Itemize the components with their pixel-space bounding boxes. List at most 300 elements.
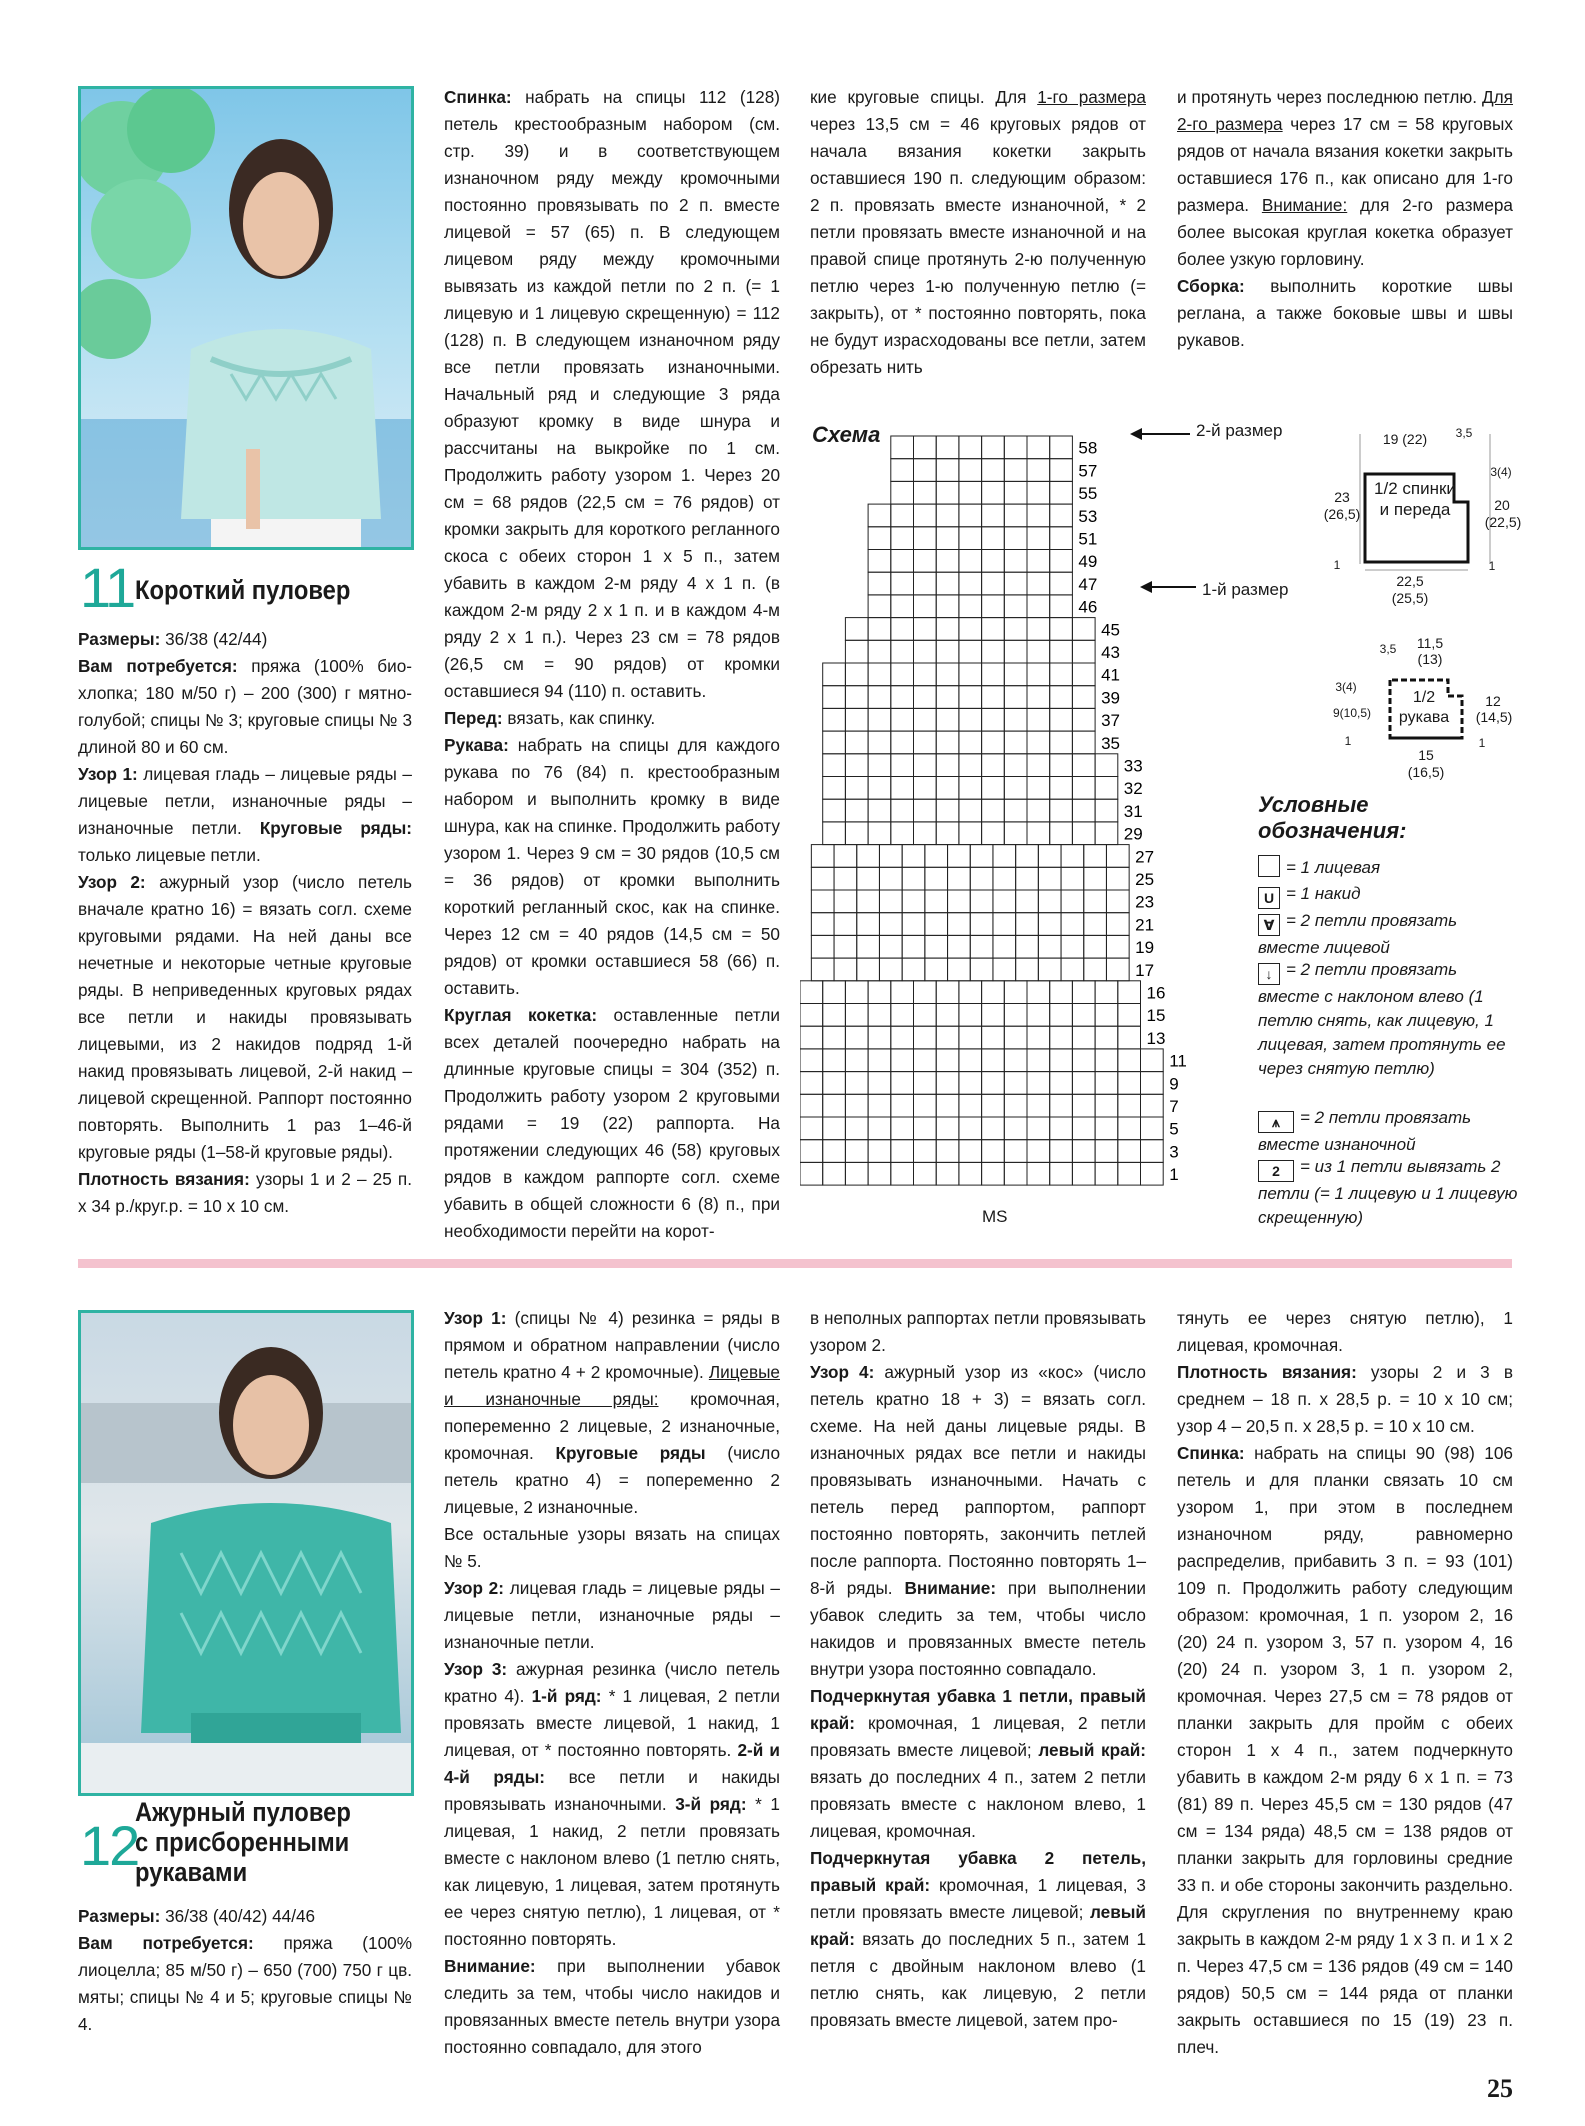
chart-cell (845, 1049, 868, 1072)
section-divider (78, 1259, 1512, 1268)
chart-cell (914, 1026, 937, 1049)
chart-cell (1072, 754, 1095, 777)
chart-cell (891, 640, 914, 663)
chart-cell (1004, 1026, 1027, 1049)
sch1-left-c: 1 (1333, 558, 1341, 572)
ms-label: MS (982, 1207, 1008, 1226)
chart-cell (914, 1072, 937, 1095)
chart-cell (1084, 867, 1107, 890)
chart-cell (1141, 1140, 1164, 1163)
chart-cell (936, 754, 959, 777)
chart-cell (1141, 1117, 1164, 1140)
chart-cell (845, 640, 868, 663)
chart-cell (823, 1162, 846, 1185)
chart-cell (1061, 958, 1084, 981)
chart-cell (1084, 935, 1107, 958)
chart-cell (868, 686, 891, 709)
chart-cell (1027, 527, 1050, 550)
chart-cell (868, 504, 891, 527)
chart-cell (879, 935, 902, 958)
chart-cell (959, 1140, 982, 1163)
chart-cell (982, 1094, 1005, 1117)
chart-cell (982, 822, 1005, 845)
sch1-label: 1/2 спинки и переда (1374, 479, 1456, 519)
chart-cell (891, 1026, 914, 1049)
chart-cell (993, 890, 1016, 913)
chart-cell (1004, 1162, 1027, 1185)
p11-col4: и протянуть через последнюю петлю. Для 2-го размера через 17 см = 58 круговых рядов от начала вязания кокетки закрыть оставшиеся 176 п., как описано для 1-го размера. Внимание: для 2-го размера более высокая круглая кокетка образует более узкую горловину. Сборка: выполнить короткие швы реглана, а также боковые швы и швы рукавов. (1177, 87, 1513, 350)
chart-cell (959, 686, 982, 709)
chart-cell (868, 618, 891, 641)
chart-cell (1027, 459, 1050, 482)
chart-cell (970, 867, 993, 890)
chart-row-number: 1 (1169, 1165, 1179, 1185)
pattern-number-11: 11 (80, 556, 135, 619)
chart-row-number: 32 (1123, 779, 1143, 799)
chart-cell (868, 527, 891, 550)
chart-cell (959, 799, 982, 822)
chart-cell (902, 867, 925, 890)
chart-cell (845, 731, 868, 754)
chart-cell (1004, 731, 1027, 754)
chart-cell (959, 777, 982, 800)
chart-cell (1027, 663, 1050, 686)
p11-c2-yoke: Круглая кокетка: оставленные петли всех деталей поочередно набрать на длинные круговые спицы = 304 (352) п. Продолжить работу узором 2 круговыми рядами = 19 (22) раппорта. На протяжении следующих 46 (58) круговых рядов в каждом раппорте согл. схеме убавить в общей сложности 6 (8) п., при необходимости перейти на корот- (444, 1005, 780, 1241)
chart-cell (868, 1094, 891, 1117)
chart-row-number: 43 (1101, 643, 1121, 662)
chart-cell (845, 686, 868, 709)
chart-row-number: 7 (1169, 1097, 1179, 1116)
chart-cell (1084, 913, 1107, 936)
chart-cell (868, 708, 891, 731)
chart-cell (868, 1140, 891, 1163)
chart-cell (1050, 777, 1073, 800)
chart-cell (948, 958, 971, 981)
sch1-bottom-b: (25,5) (1391, 590, 1429, 606)
chart-cell (982, 572, 1005, 595)
chart-cell (936, 1072, 959, 1095)
chart-cell (800, 1026, 823, 1049)
chart-cell (1027, 1049, 1050, 1072)
chart-cell (1118, 1072, 1141, 1095)
chart-cell (982, 663, 1005, 686)
chart-cell (879, 958, 902, 981)
chart-cell (1095, 754, 1118, 777)
chart-row-number: 41 (1101, 665, 1121, 685)
chart-cell (1095, 777, 1118, 800)
chart-cell (1095, 799, 1118, 822)
chart-cell (936, 481, 959, 504)
pattern-title-11: Короткий пуловер (135, 575, 351, 605)
chart-cell (936, 1140, 959, 1163)
chart-cell (1027, 436, 1050, 459)
chart-cell (914, 618, 937, 641)
chart-cell (914, 981, 937, 1004)
chart-cell (857, 867, 880, 890)
chart-cell (845, 663, 868, 686)
chart-cell (959, 1094, 982, 1117)
p12-c1-materials: Вам потребуется: пряжа (100% лиоцелла; 85 м/50 г) – 650 (700) 750 г цв. мяты; спицы № 4 и 5; круговые спицы № 4. (78, 1933, 412, 2034)
chart-cell (868, 550, 891, 573)
chart-cell (1004, 1094, 1027, 1117)
chart-cell (936, 527, 959, 550)
chart-cell (823, 1004, 846, 1027)
chart-cell (1027, 572, 1050, 595)
chart-cell (914, 504, 937, 527)
sch1-right-top: 3,5 (1455, 426, 1473, 440)
chart-cell (1072, 1162, 1095, 1185)
chart-row-number: 39 (1101, 688, 1121, 708)
pattern-number-12: 12 (80, 1814, 139, 1877)
p12-col2: Узор 1: (спицы № 4) резинка = ряды в прямом и обратном направлении (число петель кратно 4 + 2 кромочные). Лицевые и изнаночные ряды: кромочная, попеременно 2 лицевые, 2 изнаночные, кромочная. Круговые ряды (число петель кратно 4) = попеременно 2 лицевые, 2 изнаночные. Все остальные узоры вязать на спицах № 5. Узор 2: лицевая гладь = лицевые ряды – лицевые петли, изнаночные ряды – изнаночные петли. Узор 3: ажурная резинка (число петель кратно 4). 1-й ряд: * 1 лицевая, 2 петли провязать вместе лицевой, 1 накид, 1 лицевая, от * постоянно повторять. 2-й и 4-й ряды: все петли и накиды провязывать изнаночными. 3-й ряд: * 1 лицевая, 1 накид, 2 петли провязать вместе с наклоном влево (1 петлю снять, как лицевую, 1 лицевая, затем протянуть ее через снятую петлю), 1 лицевая, от * постоянно повторять. Внимание: при выполнении убавок следить за тем, чтобы число накидов и провязанных вместе петель внутри узора постоянно совпадало, для этого (444, 1308, 780, 2057)
p2tog-symbol-icon: ⩚ (1258, 1111, 1294, 1133)
chart-cell (902, 845, 925, 868)
chart-cell (1072, 731, 1095, 754)
chart-cell (823, 663, 846, 686)
sch2-bottom-b: (16,5) (1407, 764, 1445, 780)
chart-cell (914, 663, 937, 686)
chart-cell (1095, 981, 1118, 1004)
chart-cell (993, 958, 1016, 981)
chart-cell (891, 527, 914, 550)
chart-cell (811, 935, 834, 958)
chart-cell (1050, 981, 1073, 1004)
chart-cell (914, 1140, 937, 1163)
chart-cell (868, 640, 891, 663)
chart-cell (823, 708, 846, 731)
chart-cell (936, 640, 959, 663)
chart-cell (891, 777, 914, 800)
chart-cell (982, 1026, 1005, 1049)
chart-cell (1038, 867, 1061, 890)
chart-cell (1004, 618, 1027, 641)
chart-cell (1072, 663, 1095, 686)
p12-col3: в неполных раппортах петли провязывать узором 2. Узор 4: ажурный узор из «кос» (число петель кратно 18 + 3) = вязать согл. схеме. На ней даны лицевые ряды. В изнаночных рядах все петли и накиды провязывать изнаночными. Начать с петель перед раппортом, раппорт постоянно повторять, закончить петлей после раппорта. Постоянно повторять 1–8-й ряды. Внимание: при выполнении убавок следить за тем, чтобы число накидов и провязанных вместе петель внутри узора постоянно совпадало. Подчеркнутая убавка 1 петли, правый край: кромочная, 1 лицевая, 2 петли провязать вместе лицевой; левый край: вязать до последних 4 п., затем 2 петли провязать вместе с наклоном влево, 1 лицевая, кромочная. Подчеркнутая убавка 2 петель, правый край: кромочная, 1 лицевая, 3 петли провязать вместе лицевой; левый край: вязать до последних 5 п., затем 1 петля с двойным наклоном влево (1 петлю снять, как лицевую, 2 петли провязать вместе лицевой, затем про- (810, 1308, 1147, 2030)
chart-cell (902, 890, 925, 913)
chart-cell (959, 1049, 982, 1072)
chart-cell (1027, 1094, 1050, 1117)
p12-col4: тянуть ее через снятую петлю), 1 лицевая, кромочная. Плотность вязания: узоры 2 и 3 в среднем – 18 п. х 28,5 р. = 10 х 10 см; узор 4 – 20,5 п. х 28,5 р. = 10 х 10 см. Спинка: набрать на спицы 90 (98) 106 петель и для планки связать 10 см узором 1, при этом в последнем изнаночном ряду, равномерно распределив, прибавить 3 п. = 93 (101) 109 п. Продолжить работу следующим образом: кромочная, 1 п. узором 2, 16 (20) 24 п. узором 3, 57 п. узором 4, 16 (20) 24 п. узором 3, 1 п. узором 2, кромочная. Через 27,5 см = 78 рядов от планки закрыть для пройм с обеих сторон 1 х 4 п., затем подчеркнуто убавить в каждом 2-м ряду 6 х 1 п. = 73 (81) 89 п. Через 45,5 см = 130 рядов (47 см = 134 ряда) 48,5 см = 138 рядов от планки закрыть для горловины средние 33 п. и обе стороны закончить раздельно. Для скругления по внутреннему краю закрыть в каждом 2-м ряду 1 х 3 п. и 1 х 2 п. Через 47,5 см = 136 рядов (49 см = 140 рядов) 50,5 см = 144 ряда от планки закрыть оставшиеся по 15 (19) 23 п. плеч. (1177, 1308, 1513, 2057)
chart-cell (925, 935, 948, 958)
chart-cell (914, 708, 937, 731)
chart-cell (1027, 1072, 1050, 1095)
chart-cell (936, 1117, 959, 1140)
chart-cell (970, 935, 993, 958)
chart-cell (868, 799, 891, 822)
chart-cell (834, 867, 857, 890)
chart-cell (959, 1026, 982, 1049)
chart-cell (1027, 1117, 1050, 1140)
chart-cell (891, 595, 914, 618)
chart-cell (868, 1026, 891, 1049)
chart-cell (914, 1094, 937, 1117)
chart-cell (982, 686, 1005, 709)
sch2-left-a: 3(4) (1335, 680, 1357, 694)
chart-cell (925, 845, 948, 868)
chart-cell (959, 731, 982, 754)
chart-cell (879, 867, 902, 890)
chart-cell (823, 1049, 846, 1072)
chart-row-number: 57 (1078, 461, 1098, 481)
chart-cell (914, 1162, 937, 1185)
chart-cell (914, 799, 937, 822)
chart-cell (1027, 822, 1050, 845)
chart-cell (868, 1162, 891, 1185)
chart-cell (891, 1162, 914, 1185)
chart-cell (1106, 845, 1129, 868)
chart-cell (1038, 935, 1061, 958)
chart-cell (959, 595, 982, 618)
chart-row-number: 5 (1169, 1119, 1179, 1139)
chart-row-number: 49 (1078, 552, 1098, 572)
chart-cell (823, 777, 846, 800)
chart-cell (1072, 1094, 1095, 1117)
chart-cell (1004, 1117, 1027, 1140)
chart-cell (1027, 708, 1050, 731)
chart-cell (959, 436, 982, 459)
chart-cell (845, 1026, 868, 1049)
chart-cell (1050, 822, 1073, 845)
p11-col1 (78, 626, 412, 1220)
chart-cell (1095, 1117, 1118, 1140)
chart-cell (857, 935, 880, 958)
chart-cell (845, 1004, 868, 1027)
chart-cell (982, 1004, 1005, 1027)
photo-illustration-2 (81, 1313, 411, 1793)
chart-cell (1027, 504, 1050, 527)
p11-c2-front: Перед: вязать, как спинку. (444, 708, 656, 728)
chart-cell (948, 845, 971, 868)
chart-cell (1095, 1004, 1118, 1027)
chart-cell (1106, 958, 1129, 981)
chart-cell (914, 731, 937, 754)
chart-cell (1050, 1004, 1073, 1027)
chart-cell (1106, 867, 1129, 890)
chart-cell (868, 1004, 891, 1027)
chart-cell (834, 890, 857, 913)
chart-cell (800, 1004, 823, 1027)
chart-cell (936, 1004, 959, 1027)
chart-cell (845, 708, 868, 731)
chart-cell (914, 459, 937, 482)
chart-cell (868, 822, 891, 845)
sch1-left-a: 23 (1334, 489, 1350, 505)
chart-cell (1084, 890, 1107, 913)
chart-cell (891, 1004, 914, 1027)
chart-cell (1016, 935, 1039, 958)
chart-row-number: 9 (1169, 1074, 1179, 1094)
legend-item-ssk: ↓ = 2 петли провязать вместе с наклоном влево (1 петлю снять, как лицевую, 1 лицевая, затем протянуть ее через снятую петлю) (1258, 960, 1506, 1078)
chart-cell (1050, 1117, 1073, 1140)
chart-cell (1027, 1162, 1050, 1185)
chart-cell (857, 845, 880, 868)
chart-cell (959, 504, 982, 527)
chart-row-number: 31 (1123, 801, 1143, 821)
chart-cell (982, 1117, 1005, 1140)
chart-cell (1050, 640, 1073, 663)
chart-cell (1141, 1162, 1164, 1185)
chart-cell (1050, 1140, 1073, 1163)
chart-cell (857, 913, 880, 936)
sch1-right-mid: 3(4) (1490, 465, 1512, 479)
chart-cell (1118, 1049, 1141, 1072)
sch2-right-a: 12 (1485, 693, 1501, 709)
chart-cell (959, 459, 982, 482)
chart-cell (811, 867, 834, 890)
chart-cell (1061, 913, 1084, 936)
chart-cell (1004, 777, 1027, 800)
sch1-right-b: (22,5) (1484, 514, 1522, 530)
chart-cell (959, 572, 982, 595)
chart-cell (959, 550, 982, 573)
chart-cell (982, 777, 1005, 800)
chart-cell (914, 686, 937, 709)
chart-cell (1072, 1140, 1095, 1163)
chart-cell (902, 935, 925, 958)
chart-cell (936, 1094, 959, 1117)
chart-cell (891, 572, 914, 595)
chart-cell (891, 481, 914, 504)
chart-cell (1118, 1004, 1141, 1027)
chart-cell (800, 1117, 823, 1140)
chart-cell (914, 572, 937, 595)
chart-cell (891, 663, 914, 686)
chart-cell (959, 1117, 982, 1140)
chart-cell (1016, 845, 1039, 868)
chart-cell (959, 618, 982, 641)
sch1-top: 19 (22) (1382, 431, 1428, 447)
chart-cell (948, 935, 971, 958)
chart-cell (823, 1140, 846, 1163)
chart-cell (834, 935, 857, 958)
chart-cell (1027, 595, 1050, 618)
photo-short-pullover (78, 86, 414, 550)
chart-cell (1004, 822, 1027, 845)
chart-cell (902, 958, 925, 981)
chart-cell (1027, 618, 1050, 641)
p11-c1-sizes: Размеры: 36/38 (42/44) (78, 629, 268, 649)
chart-cell (891, 459, 914, 482)
sch1-right-c: 1 (1488, 559, 1496, 573)
chart-cell (834, 845, 857, 868)
legend-item-yarnover: U = 1 накид (1258, 882, 1518, 909)
chart-cell (1095, 1162, 1118, 1185)
chart-cell (959, 640, 982, 663)
chart-cell (959, 1072, 982, 1095)
sch2-right-b: (14,5) (1475, 709, 1513, 725)
chart-cell (1027, 981, 1050, 1004)
chart-cell (970, 890, 993, 913)
chart-cell (868, 663, 891, 686)
chart-cell (936, 572, 959, 595)
chart-cell (891, 1049, 914, 1072)
chart-cell (948, 867, 971, 890)
chart-cell (1004, 527, 1027, 550)
chart-cell (857, 890, 880, 913)
chart-cell (811, 913, 834, 936)
chart-cell (914, 640, 937, 663)
chart-cell (823, 1072, 846, 1095)
chart-cell (1004, 572, 1027, 595)
size2-label: 2-й размер (1196, 421, 1283, 440)
chart-cell (993, 913, 1016, 936)
chart-row-number: 21 (1135, 915, 1155, 935)
chart-cell (959, 981, 982, 1004)
chart-cell (891, 708, 914, 731)
legend-item-knit: = 1 лицевая (1258, 855, 1518, 880)
chart-row-number: 11 (1169, 1051, 1187, 1071)
chart-cell (1004, 436, 1027, 459)
chart-cell (845, 1162, 868, 1185)
chart-cell (1027, 1026, 1050, 1049)
chart-cell (1084, 958, 1107, 981)
chart-cell (800, 1094, 823, 1117)
chart-cell (1004, 1004, 1027, 1027)
yarnover-symbol-icon: U (1258, 887, 1280, 909)
chart-cell (970, 845, 993, 868)
chart-cell (1118, 1117, 1141, 1140)
chart-row-number: 35 (1101, 733, 1121, 753)
chart-cell (1004, 754, 1027, 777)
chart-cell (857, 958, 880, 981)
chart-cell (891, 436, 914, 459)
chart-cell (1004, 481, 1027, 504)
knit-symbol-icon (1258, 855, 1280, 877)
chart-cell (1016, 913, 1039, 936)
chart-cell (936, 436, 959, 459)
chart-cell (1004, 981, 1027, 1004)
knitting-chart (800, 420, 1220, 1230)
chart-cell (1004, 640, 1027, 663)
p11-c2-back: Спинка: набрать на спицы 112 (128) петель крестообразным набором (см. стр. 39) и в соответствующем изнаночном ряду между кромочными постоянно провязывать по 2 п. вместе лицевой = 57 (65) п. В следующем лицевом ряду между кромочными вывязать из каждой петли по 2 п. (= 1 лицевую и 1 лицевую скрещенную) = 112 (128) п. В следующем изнаночном ряду все петли провязать изнаночными. Начальный ряд и следующие 3 ряда образуют кромку в виде шнура и рассчитаны на выкройке по 1 см. Продолжить работу узором 1. Через 20 см = 68 рядов (22,5 см = 76 рядов) от кромки закрыть для короткого регланного скоса с обеих сторон 1 х 5 п., затем убавить в каждом 2-м ряду 4 х 1 п. (в каждом 2-м ряду 2 х 1 п. и в каждом 4-м ряду 2 х 1 п.). Через 23 см = 78 рядов (26,5 см = 90 рядов) от кромки оставшиеся 94 (110) п. оставить. (444, 87, 780, 701)
chart-cell (993, 845, 1016, 868)
chart-cell (914, 436, 937, 459)
chart-cell (1050, 595, 1073, 618)
legend-title: Условные обозначения: (1258, 792, 1407, 843)
chart-cell (879, 845, 902, 868)
chart-cell (936, 595, 959, 618)
chart-cell (811, 845, 834, 868)
chart-cell (982, 640, 1005, 663)
chart-row-number: 58 (1078, 438, 1098, 458)
chart-cell (1004, 663, 1027, 686)
chart-cell (1072, 981, 1095, 1004)
p12-c1-sizes: Размеры: 36/38 (40/42) 44/46 (78, 1906, 316, 1926)
photo-openwork-pullover (78, 1310, 414, 1796)
chart-cell (1050, 663, 1073, 686)
chart-cell (1004, 504, 1027, 527)
p12-col1 (78, 1903, 412, 2038)
chart-cell (1050, 618, 1073, 641)
chart-cell (1050, 686, 1073, 709)
chart-cell (868, 754, 891, 777)
chart-cell (925, 890, 948, 913)
sch2-top-b: 11,5 (1416, 635, 1444, 651)
sch1-left-b: (26,5) (1323, 506, 1361, 522)
chart-cell (891, 731, 914, 754)
chart-cell (993, 867, 1016, 890)
chart-cell (1027, 754, 1050, 777)
chart-cell (891, 822, 914, 845)
size2-arrow (1130, 427, 1194, 441)
chart-cell (1027, 731, 1050, 754)
chart-row-number: 19 (1135, 938, 1155, 958)
chart-cell (982, 1162, 1005, 1185)
chart-cell (1016, 890, 1039, 913)
chart-cell (1027, 1140, 1050, 1163)
chart-cell (982, 459, 1005, 482)
chart-cell (914, 777, 937, 800)
